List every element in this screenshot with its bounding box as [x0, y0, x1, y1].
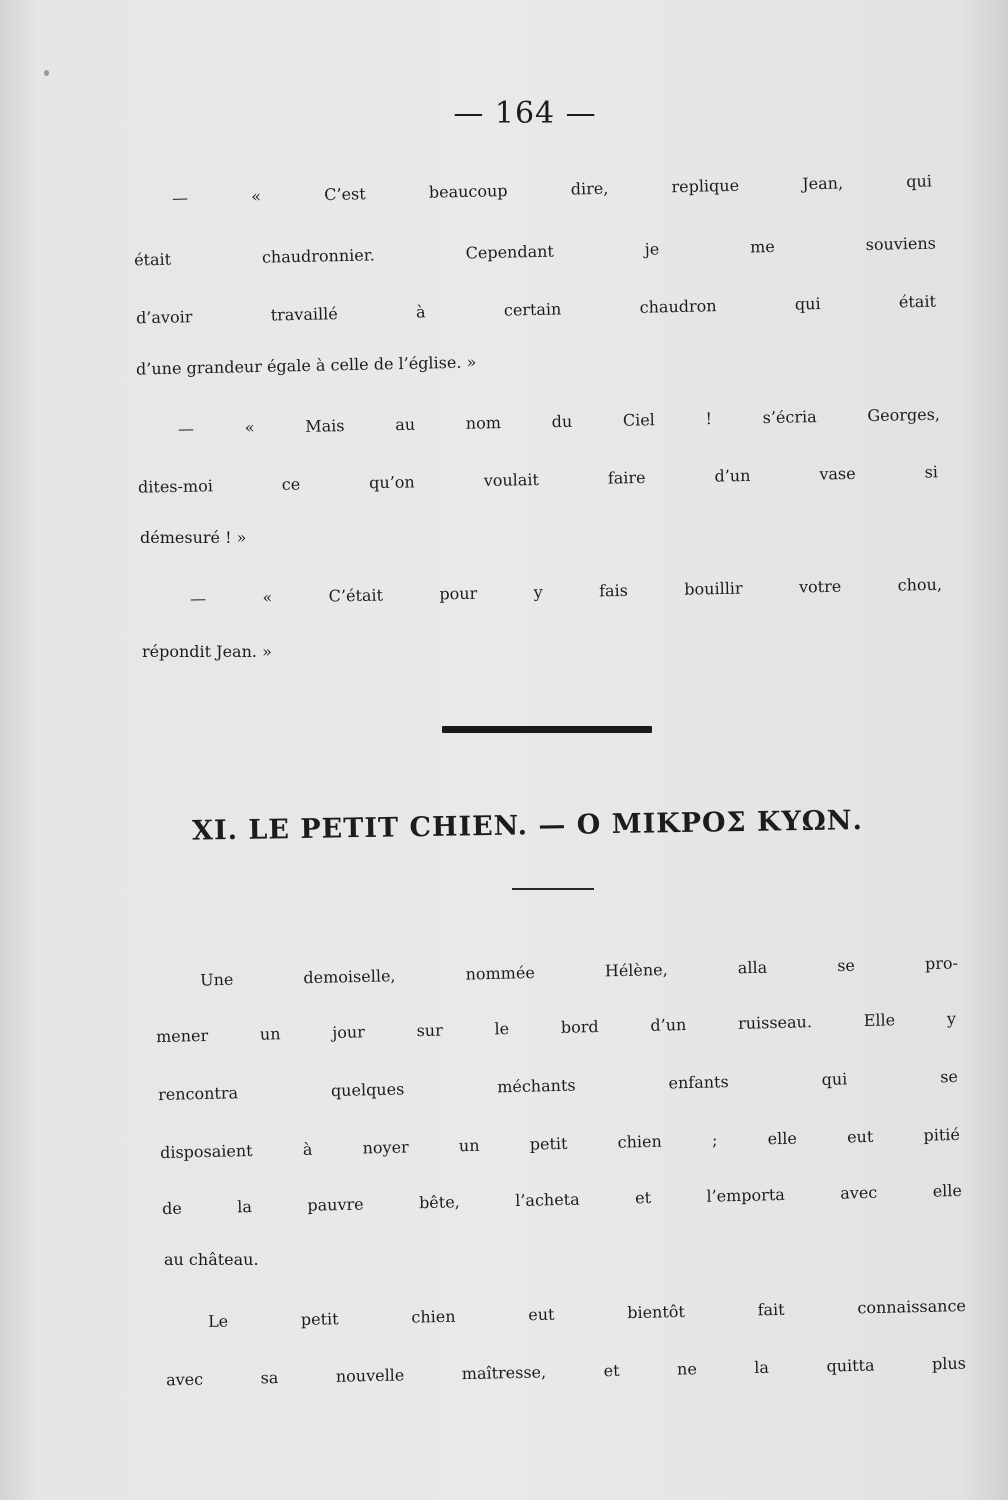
chapter-line: au château. [164, 1250, 259, 1269]
chapter-line: rencontra quelques méchants enfants qui se [157, 1066, 959, 1105]
passage-line: d’une grandeur égale à celle de l’église. » [135, 352, 477, 379]
margin-speck [44, 70, 49, 76]
page-number: — 164 — [453, 96, 597, 131]
chapter-line: disposaient à noyer un petit chien ; elle eut pitié [159, 1124, 961, 1163]
passage-line: d’avoir travaillé à certain chaudron qui était [135, 291, 937, 328]
chapter-line: Le petit chien eut bientôt fait connaissance [207, 1296, 967, 1331]
chapter-line: avec sa nouvelle maîtresse, et ne la quitta plus [165, 1353, 967, 1390]
passage-line: — « C’était pour y fais bouillir votre chou, [189, 574, 943, 609]
chapter-line: mener un jour sur le bord d’un ruisseau. Elle y [155, 1008, 957, 1047]
section-divider [442, 726, 652, 733]
chapter-heading: XI. LE PETIT CHIEN. — Ο ΜΙΚΡΟΣ ΚΥΩΝ. [191, 805, 864, 847]
chapter-line: Une demoiselle, nommée Hélène, alla se pro- [199, 953, 959, 990]
chapter-line: de la pauvre bête, l’acheta et l’emporta avec elle [161, 1180, 963, 1219]
passage-line: était chaudronnier. Cependant je me souviens [133, 233, 937, 270]
passage-line: démesuré ! » [140, 528, 247, 547]
passage-line: — « Mais au nom du Ciel ! s’écria Georges, [177, 404, 941, 439]
heading-underline [512, 888, 594, 890]
passage-line: répondit Jean. » [142, 642, 272, 661]
passage-line: — « C’est beaucoup dire, replique Jean, qui [171, 171, 933, 208]
passage-line: dites-moi ce qu’on voulait faire d’un vase si [137, 462, 939, 497]
